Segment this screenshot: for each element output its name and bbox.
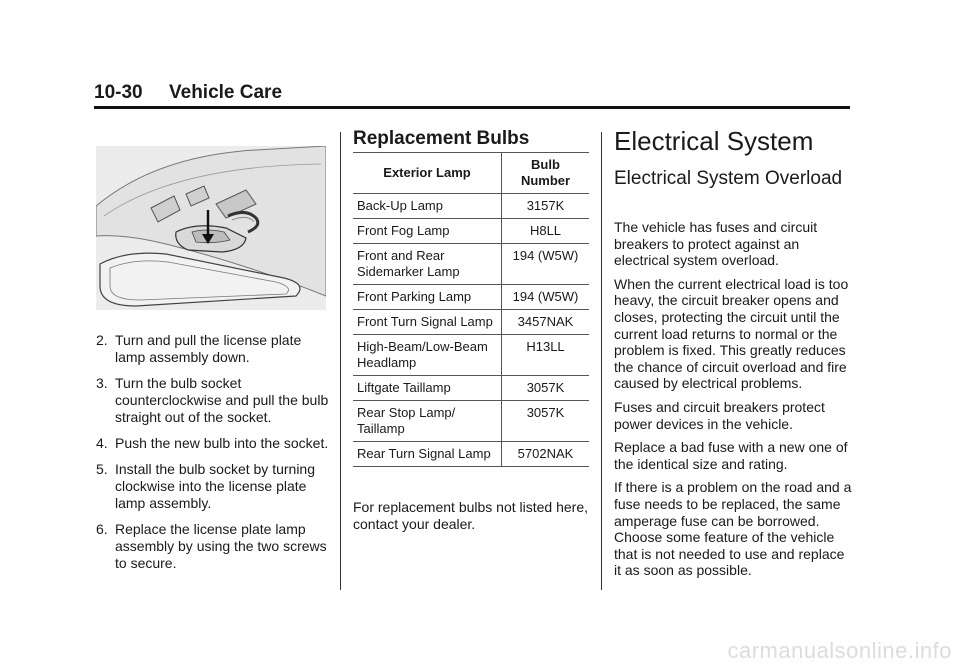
license-plate-lamp-icon [96, 146, 326, 310]
lamp-cell: Liftgate Taillamp [353, 376, 502, 401]
paragraph: If there is a problem on the road and a fuse needs to be replaced, the same amperage fuse can be borrowed. Choose some feature of the vehicle that is not needed to use and replace it as soon as possible. [614, 479, 852, 579]
electrical-system-heading: Electrical System [614, 126, 814, 156]
table-row [353, 401, 589, 442]
bulb-number-cell: H13LL [502, 335, 590, 376]
lamp-cell: Front and Rear Sidemarker Lamp [353, 244, 502, 285]
table-row [353, 244, 589, 285]
bulb-number-cell: 3457NAK [502, 310, 590, 335]
replacement-bulbs-table [353, 152, 589, 467]
step-number: 6. [96, 521, 108, 537]
column-header-bulb-number: Bulb Number [502, 153, 590, 194]
step-number: 2. [96, 332, 108, 348]
instruction-steps [96, 332, 332, 581]
paragraph: When the current electrical load is too heavy, the circuit breaker opens and closes, protecting the circuit until the current load returns to normal or the problem is fixed. This greatly reduces the chance of circuit overload and fire caused by electrical problems. [614, 275, 849, 392]
lamp-cell: Back-Up Lamp [353, 194, 502, 219]
bulb-number-cell: 194 (W5W) [502, 244, 590, 285]
list-item [96, 461, 332, 512]
lamp-cell: High-Beam/Low-Beam Headlamp [353, 335, 502, 376]
list-item [96, 435, 332, 452]
lamp-cell: Front Fog Lamp [353, 219, 502, 244]
license-plate-lamp-illustration [96, 146, 326, 310]
step-text: Push the new bulb into the socket. [115, 435, 329, 451]
table-row [353, 285, 589, 310]
list-item [96, 375, 332, 426]
page-header [94, 82, 850, 109]
site-watermark: carmanualsonline.info [727, 638, 952, 663]
table-row [353, 442, 589, 467]
list-item [96, 332, 332, 366]
step-number: 3. [96, 375, 108, 391]
table-footnote: For replacement bulbs not listed here, contact your dealer. [353, 499, 589, 532]
electrical-system-body [614, 219, 852, 586]
step-number: 5. [96, 461, 108, 477]
bulb-number-cell: 3057K [502, 401, 590, 442]
paragraph: The vehicle has fuses and circuit breakers to protect against an electrical system overload. [614, 219, 818, 269]
replacement-bulbs-heading: Replacement Bulbs [353, 128, 530, 149]
step-text: Replace the license plate lamp assembly by using the two screws to secure. [115, 521, 327, 571]
lamp-cell: Rear Stop Lamp/ Taillamp [353, 401, 502, 442]
column-divider [601, 132, 602, 590]
bulb-number-cell: H8LL [502, 219, 590, 244]
step-text: Turn the bulb socket counterclockwise and pull the bulb straight out of the socket. [115, 375, 329, 425]
bulb-number-cell: 194 (W5W) [502, 285, 590, 310]
table-row [353, 376, 589, 401]
bulb-number-cell: 3157K [502, 194, 590, 219]
page-number: 10-30 [94, 82, 143, 103]
section-title: Vehicle Care [169, 82, 283, 103]
lamp-cell: Front Parking Lamp [353, 285, 502, 310]
column-header-exterior-lamp: Exterior Lamp [353, 153, 502, 194]
lamp-cell: Rear Turn Signal Lamp [353, 442, 502, 467]
step-text: Install the bulb socket by turning clockwise into the license plate lamp assembly. [115, 461, 316, 511]
list-item [96, 521, 332, 572]
table-row [353, 219, 589, 244]
bulb-number-cell: 3057K [502, 376, 590, 401]
table-row [353, 335, 589, 376]
table-row [353, 194, 589, 219]
step-text: Turn and pull the license plate lamp assembly down. [115, 332, 302, 365]
paragraph: Replace a bad fuse with a new one of the identical size and rating. [614, 439, 848, 472]
step-number: 4. [96, 435, 108, 451]
table-header-row [353, 153, 589, 194]
electrical-system-overload-subheading: Electrical System Overload [614, 168, 843, 189]
table-row [353, 310, 589, 335]
lamp-cell: Front Turn Signal Lamp [353, 310, 502, 335]
paragraph: Fuses and circuit breakers protect power devices in the vehicle. [614, 398, 825, 432]
bulb-number-cell: 5702NAK [502, 442, 590, 467]
column-divider [340, 132, 341, 590]
